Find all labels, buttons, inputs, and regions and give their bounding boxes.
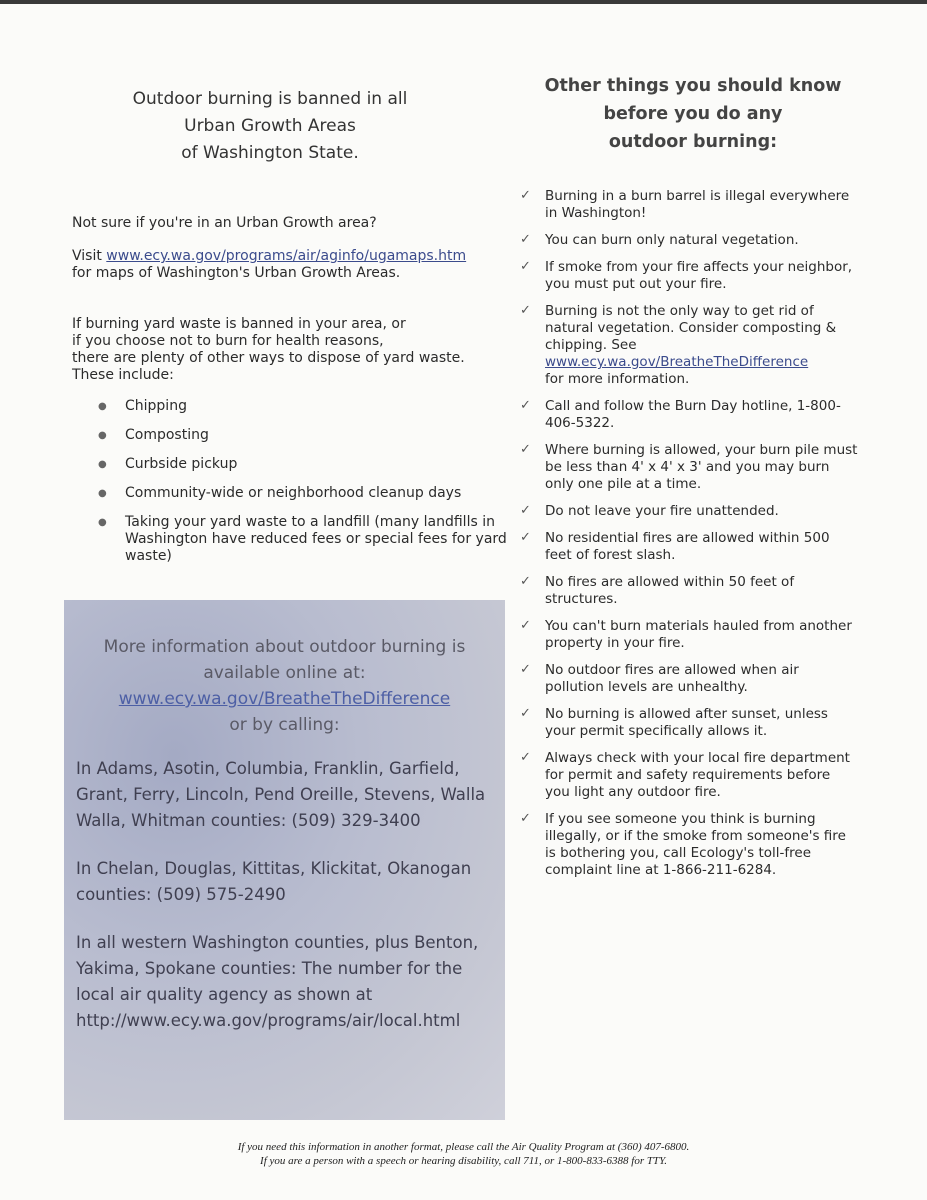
list-item [96, 456, 516, 473]
more-info-header [64, 634, 505, 738]
checklist-item [518, 303, 858, 388]
footer-note [0, 1140, 927, 1168]
uga-visit-prefix: Visit [72, 248, 107, 264]
more-info-line: More information about outdoor burning is [103, 637, 466, 657]
list-item [96, 427, 516, 444]
checklist-item [518, 662, 858, 696]
more-info-line: available online at: [203, 663, 366, 683]
uga-visit-suffix: for maps of Washington's Urban Growth Areas. [72, 265, 401, 281]
checklist-item-text: No outdoor fires are allowed when air pollution levels are unhealthy. [545, 662, 799, 695]
intro-line: if you choose not to burn for health reasons, [72, 333, 384, 349]
checkmark-icon: ✓ [520, 750, 531, 765]
checkmark-icon: ✓ [520, 574, 531, 589]
footer-line: If you need this information in another format, please call the Air Quality Program at (360) 407-6800. [237, 1141, 690, 1153]
checklist-item [518, 706, 858, 740]
uga-visit [72, 248, 512, 282]
checkmark-icon: ✓ [520, 530, 531, 545]
checkmark-icon: ✓ [520, 398, 531, 413]
alternatives-list [96, 398, 516, 577]
checklist-item-text: Call and follow the Burn Day hotline, 1-800-406-5322. [545, 398, 841, 431]
uga-maps-link[interactable]: www.ecy.wa.gov/programs/air/aginfo/ugamaps.htm [106, 248, 467, 264]
checklist-item-suffix: for more information. [545, 371, 690, 387]
checklist-item-text: You can burn only natural vegetation. [545, 232, 799, 248]
checklist-item-text: If you see someone you think is burning illegally, or if the smoke from someone's fire is bothering you, call Ecology's toll-free complaint line at 1-866-211-6284. [545, 811, 846, 878]
checklist-item-text: No fires are allowed within 50 feet of structures. [545, 574, 795, 607]
checklist-item-text: Burning in a burn barrel is illegal everywhere in Washington! [545, 188, 850, 221]
rules-checklist [518, 188, 858, 889]
intro-line: there are plenty of other ways to dispose of yard waste. [72, 350, 465, 366]
checklist-item [518, 574, 858, 608]
checkmark-icon: ✓ [520, 811, 531, 826]
checkmark-icon: ✓ [520, 706, 531, 721]
top-border [0, 0, 927, 4]
uga-question: Not sure if you're in an Urban Growth area? [72, 215, 377, 231]
bullet-icon: ● [98, 517, 107, 528]
checklist-item-text: If smoke from your fire affects your neighbor, you must put out your fire. [545, 259, 853, 292]
checklist-item [518, 618, 858, 652]
list-item [96, 485, 516, 502]
more-info-line: or by calling: [229, 715, 340, 735]
checklist-item [518, 259, 858, 293]
checklist-item [518, 232, 858, 249]
list-item-text: Chipping [125, 398, 187, 414]
checkmark-icon: ✓ [520, 303, 531, 318]
bullet-icon: ● [98, 488, 107, 499]
list-item-text: Taking your yard waste to a landfill (many landfills in Washington have reduced fees or special fees for yard waste) [125, 514, 507, 564]
checklist-item [518, 188, 858, 222]
western-counties-contact: In all western Washington counties, plus Benton, Yakima, Spokane counties: The number for the local air quality agency as shown at http://www.ecy.wa.gov/programs/air/local.html [76, 933, 479, 1030]
checkmark-icon: ✓ [520, 618, 531, 633]
list-item [96, 398, 516, 415]
checklist-item-text: You can't burn materials hauled from another property in your fire. [545, 618, 852, 651]
checklist-item [518, 503, 858, 520]
more-info-box [64, 600, 505, 1120]
checkmark-icon: ✓ [520, 503, 531, 518]
right-heading [528, 72, 858, 156]
checkmark-icon: ✓ [520, 232, 531, 247]
checklist-item [518, 811, 858, 879]
checkmark-icon: ✓ [520, 259, 531, 274]
list-item [96, 514, 516, 565]
right-heading-line: Other things you should know [544, 76, 842, 96]
alternatives-intro [72, 316, 512, 384]
checkmark-icon: ✓ [520, 662, 531, 677]
checkmark-icon: ✓ [520, 188, 531, 203]
bullet-icon: ● [98, 459, 107, 470]
checklist-item-text: Burning is not the only way to get rid of natural vegetation. Consider composting & chipping. See [545, 303, 837, 353]
intro-line: These include: [72, 367, 174, 383]
list-item-text: Composting [125, 427, 209, 443]
eastern-counties-contact: In Adams, Asotin, Columbia, Franklin, Garfield, Grant, Ferry, Lincoln, Pend Oreille, Stevens, Walla Walla, Whitman counties: (509) 329-3400 [76, 759, 486, 830]
checklist-item [518, 750, 858, 801]
central-counties-contact: In Chelan, Douglas, Kittitas, Klickitat, Okanogan counties: (509) 575-2490 [76, 859, 472, 904]
checklist-item-text: Where burning is allowed, your burn pile must be less than 4' x 4' x 3' and you may burn only one pile at a time. [545, 442, 858, 492]
left-heading [60, 86, 480, 167]
checkmark-icon: ✓ [520, 442, 531, 457]
intro-line: If burning yard waste is banned in your area, or [72, 316, 406, 332]
list-item-text: Curbside pickup [125, 456, 238, 472]
bullet-icon: ● [98, 430, 107, 441]
checklist-item [518, 530, 858, 564]
more-info-link[interactable]: www.ecy.wa.gov/BreatheTheDifference [118, 689, 451, 709]
checklist-item-text: Do not leave your fire unattended. [545, 503, 779, 519]
left-heading-line: of Washington State. [181, 143, 359, 163]
checklist-item-text: No residential fires are allowed within 500 feet of forest slash. [545, 530, 830, 563]
footer-line: If you are a person with a speech or hearing disability, call 711, or 1-800-833-6388 for TTY. [260, 1155, 667, 1167]
checklist-item-text: No burning is allowed after sunset, unless your permit specifically allows it. [545, 706, 828, 739]
right-heading-line: outdoor burning: [608, 132, 778, 152]
breathe-link[interactable]: www.ecy.wa.gov/BreatheTheDifference [545, 354, 809, 370]
checklist-item [518, 398, 858, 432]
list-item-text: Community-wide or neighborhood cleanup days [125, 485, 462, 501]
right-heading-line: before you do any [603, 104, 783, 124]
checklist-item-text: Always check with your local fire department for permit and safety requirements before you light any outdoor fire. [545, 750, 850, 800]
bullet-icon: ● [98, 401, 107, 412]
left-heading-line: Urban Growth Areas [184, 116, 356, 136]
checklist-item [518, 442, 858, 493]
left-heading-line: Outdoor burning is banned in all [132, 89, 408, 109]
